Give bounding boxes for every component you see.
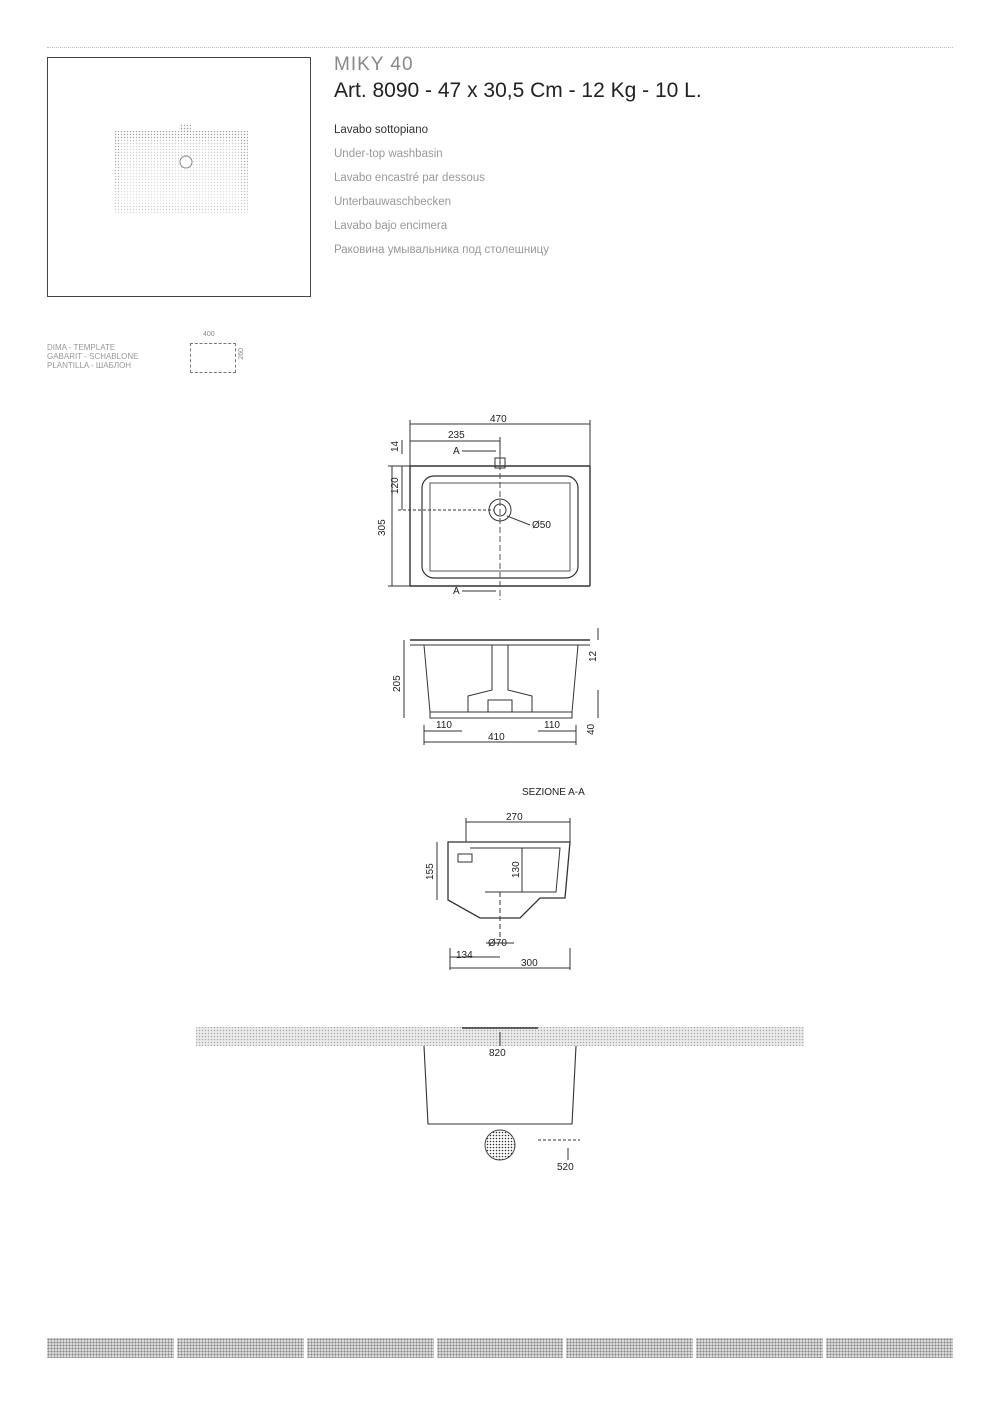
description-ru: Раковина умывальника под столешницу bbox=[334, 244, 549, 256]
section-mark-bottom: A bbox=[453, 586, 460, 597]
template-label-line: DIMA - TEMPLATE bbox=[47, 343, 116, 352]
template-height: 260 bbox=[238, 348, 245, 360]
footer-segment bbox=[826, 1338, 953, 1358]
dim-drain-offset: 120 bbox=[390, 477, 401, 494]
section-mark-top: A bbox=[453, 446, 460, 457]
footer-segment bbox=[696, 1338, 823, 1358]
dim-drain-height: 520 bbox=[557, 1162, 574, 1173]
footer-segment bbox=[307, 1338, 434, 1358]
dim-drain-diameter: Ø50 bbox=[532, 520, 551, 531]
dim-section-bottom-width: 300 bbox=[521, 958, 538, 969]
dim-overall-depth: 305 bbox=[377, 519, 388, 536]
dim-front-bottom: 410 bbox=[488, 732, 505, 743]
dim-front-foot: 40 bbox=[586, 723, 597, 735]
dim-counter-height: 820 bbox=[489, 1048, 506, 1059]
dim-front-left: 110 bbox=[436, 720, 452, 731]
template-label-line: GABARIT - SCHABLONE bbox=[47, 352, 139, 361]
dim-section-drain: Ø70 bbox=[488, 938, 507, 949]
dim-section-outer-height: 155 bbox=[425, 863, 436, 880]
description-es: Lavabo bajo encimera bbox=[334, 220, 448, 232]
description-it: Lavabo sottopiano bbox=[334, 124, 428, 136]
footer-segment bbox=[47, 1338, 174, 1358]
plan-view bbox=[388, 420, 590, 600]
footer-segment bbox=[177, 1338, 304, 1358]
article-specs: Art. 8090 - 47 x 30,5 Cm - 12 Kg - 10 L. bbox=[334, 79, 702, 102]
dim-front-top: 12 bbox=[588, 650, 599, 662]
dim-section-inner-height: 130 bbox=[511, 861, 522, 878]
description-en: Under-top washbasin bbox=[334, 148, 443, 160]
template-label-line: PLANTILLA - ШАБЛОН bbox=[47, 361, 132, 370]
section-title: SEZIONE A-A bbox=[522, 787, 585, 798]
dim-front-height: 205 bbox=[392, 675, 403, 692]
dim-section-top-width: 270 bbox=[506, 812, 523, 823]
install-view bbox=[196, 1027, 804, 1160]
footer-bar bbox=[47, 1338, 953, 1358]
description-fr: Lavabo encastré par dessous bbox=[334, 172, 485, 184]
dim-front-right: 110 bbox=[544, 720, 560, 731]
description-de: Unterbauwaschbecken bbox=[334, 196, 451, 208]
footer-segment bbox=[437, 1338, 564, 1358]
front-view bbox=[404, 628, 598, 745]
dim-overall-width: 470 bbox=[490, 414, 507, 425]
model-name: MIKY 40 bbox=[334, 54, 414, 75]
template-width: 400 bbox=[203, 331, 215, 338]
dim-half-width: 235 bbox=[448, 430, 465, 441]
dim-section-drain-offset: 134 bbox=[456, 950, 473, 961]
footer-segment bbox=[566, 1338, 693, 1358]
dim-rim: 14 bbox=[390, 440, 401, 452]
